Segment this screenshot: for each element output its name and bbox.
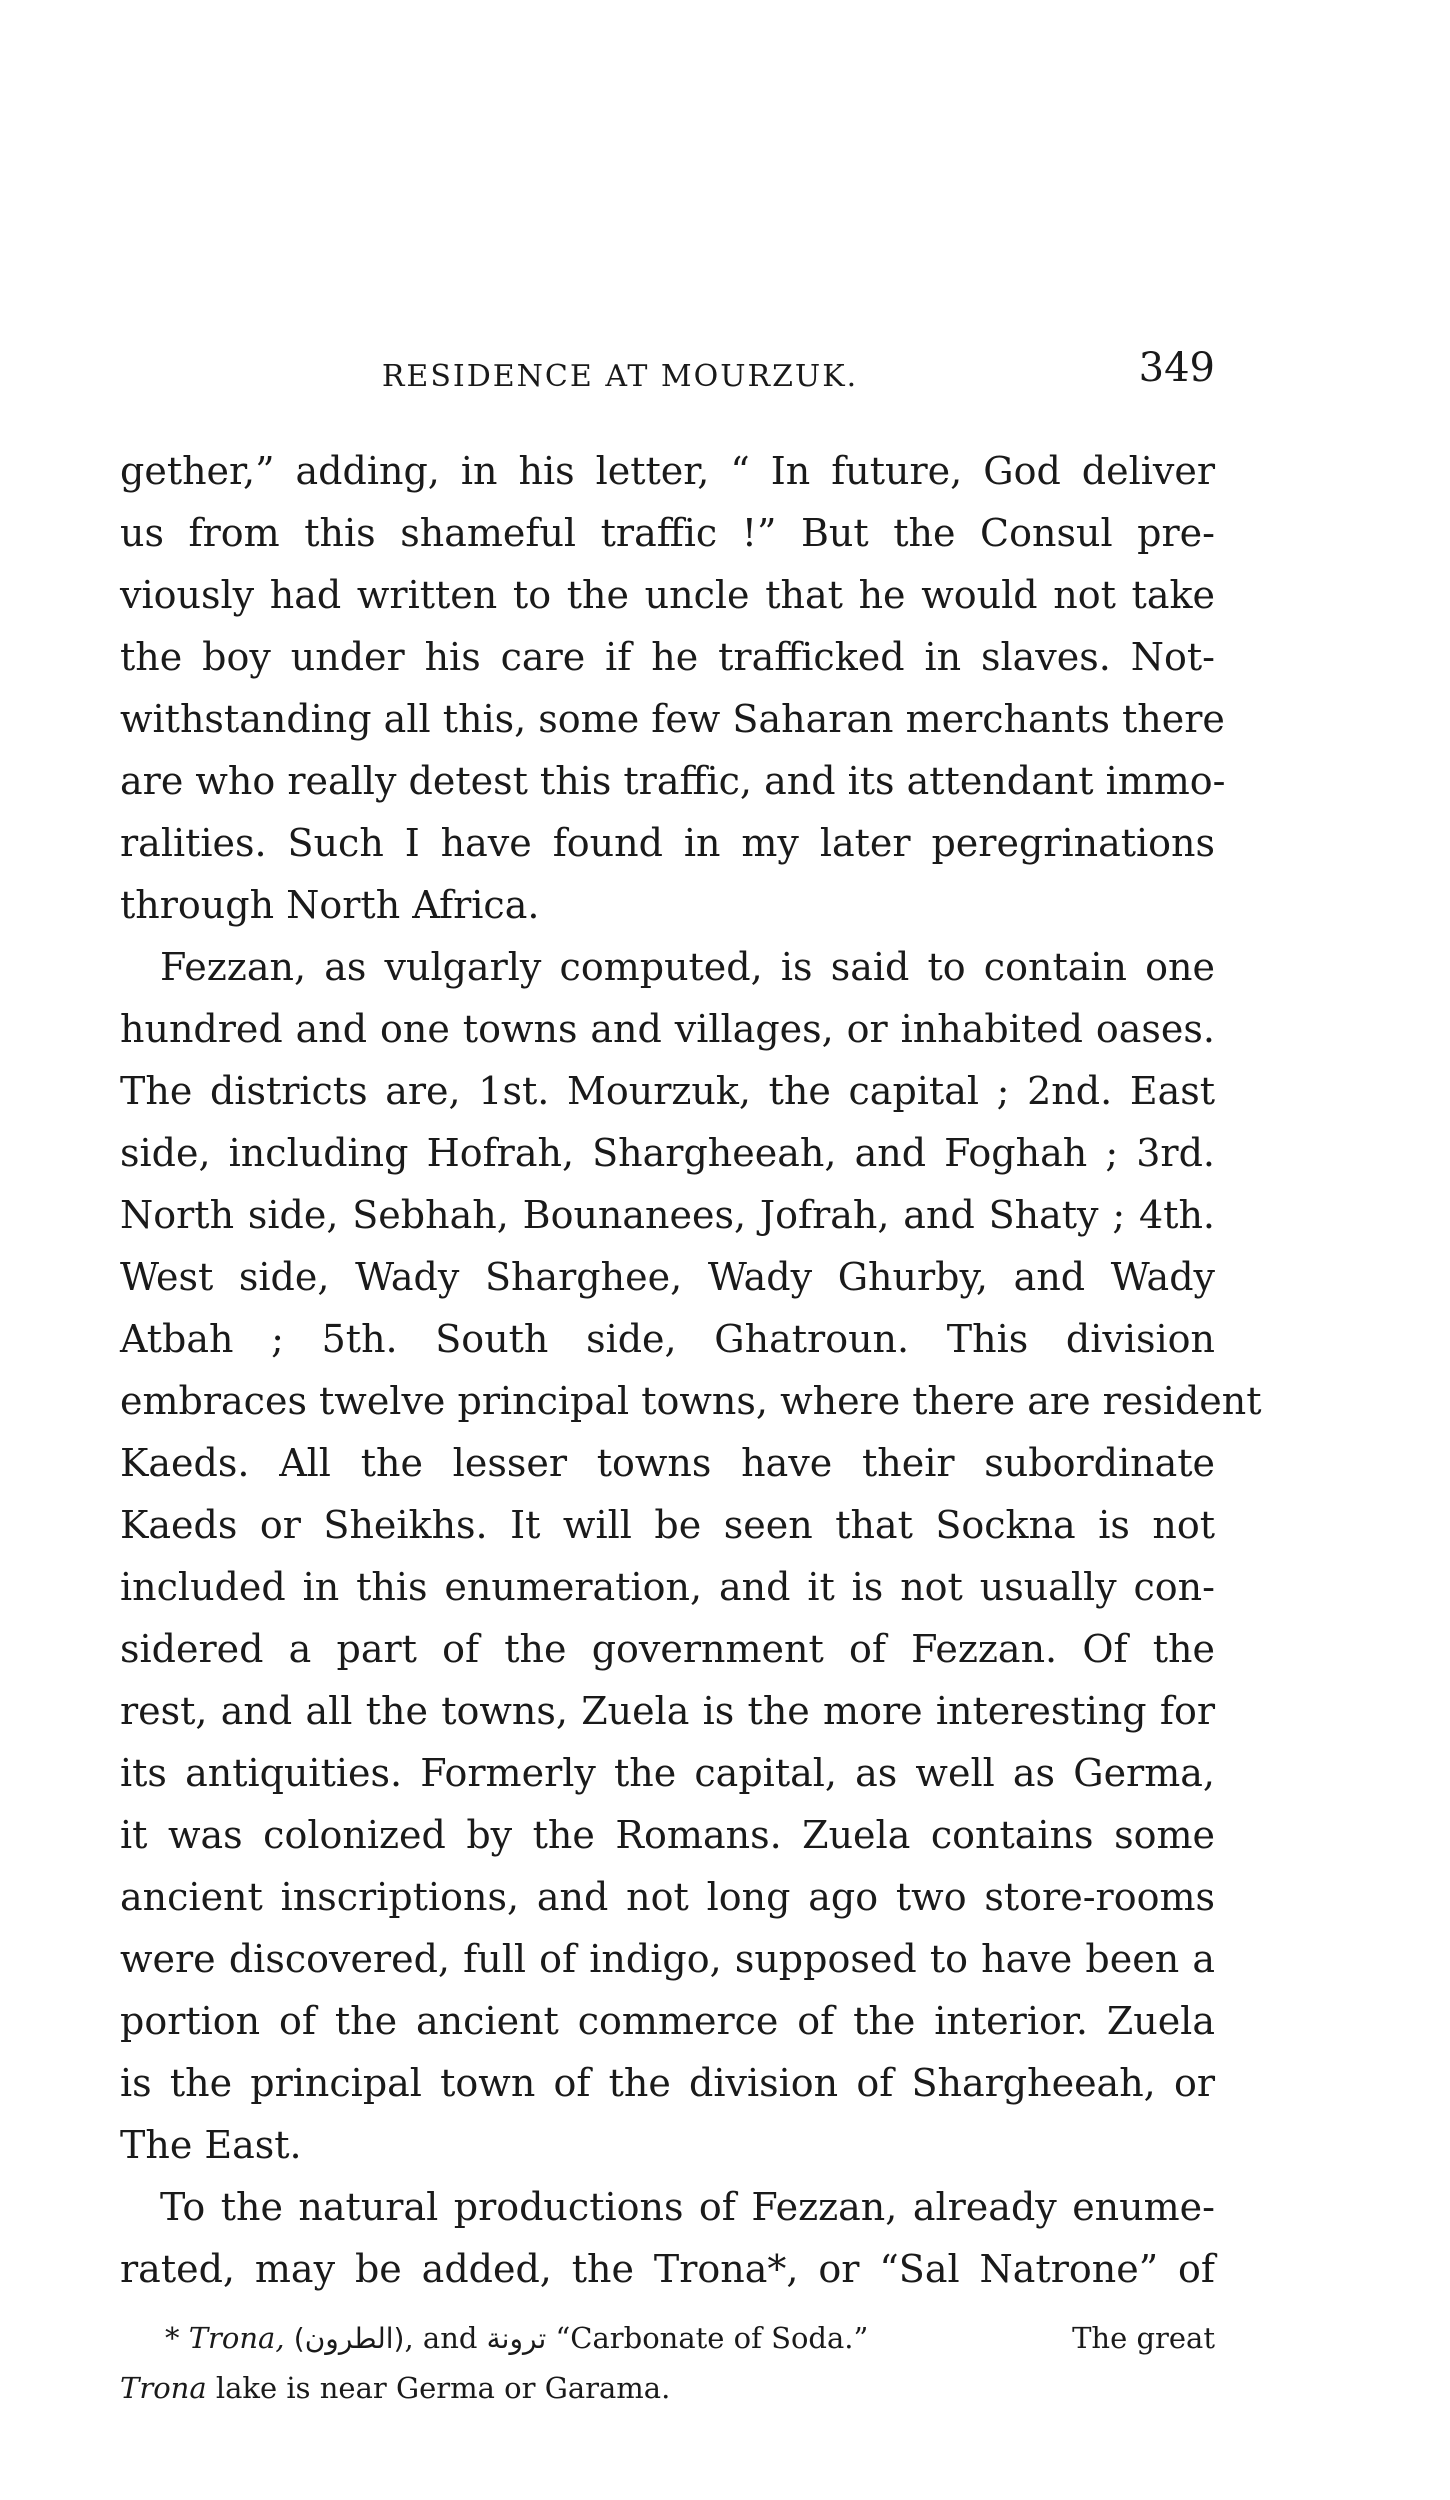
text-line: The East. [120,2123,302,2167]
footnote-term: Trona, [188,2321,285,2355]
text-line: To the natural productions of Fezzan, already enume- [160,2185,1215,2229]
text-line: side, including Hofrah, Shargheeah, and Foghah ; 3rd. [120,1131,1215,1175]
text-line: it was colonized by the Romans. Zuela contains some [120,1813,1215,1857]
footnote-and: and [422,2321,478,2355]
text-line: ancient inscriptions, and not long ago two store-rooms [120,1875,1215,1919]
text-line: hundred and one towns and villages, or inhabited oases. [120,1007,1215,1051]
footnote-arabic-2: ترونة [486,2322,547,2355]
text-line: viously had written to the uncle that he would not take [120,573,1215,617]
footnote-marker: * [165,2321,180,2355]
footnote-definition: “Carbonate of Soda.” [555,2321,869,2355]
text-line: is the principal town of the division of Shargheeah, or [120,2061,1215,2105]
text-line: The districts are, 1st. Mourzuk, the capital ; 2nd. East [120,1069,1215,1113]
running-head [120,345,1215,405]
running-title: RESIDENCE AT MOURZUK. [381,359,859,394]
text-line: rest, and all the towns, Zuela is the more interesting for [120,1689,1215,1733]
text-line: the boy under his care if he trafficked in slaves. Not- [120,635,1215,679]
footnote [120,2313,1215,2413]
text-line: us from this shameful traffic !” But the Consul pre- [120,511,1215,555]
text-line: ralities. Such I have found in my later peregrinations [120,821,1215,865]
footnote-rest: lake is near Germa or Garama. [215,2371,671,2405]
text-line: included in this enumeration, and it is not usually con- [120,1565,1215,1609]
footnote-line-1: * Trona, (الطرون), and ترونة “Carbonate of Soda.” The great [120,2313,1215,2363]
text-line: Fezzan, as vulgarly computed, is said to contain one [160,945,1215,989]
footnote-line-2 [120,2363,1215,2413]
text-line: its antiquities. Formerly the capital, as well as Germa, [120,1751,1215,1795]
text-line: gether,” adding, in his letter, “ In future, God deliver [120,449,1215,493]
text-line: sidered a part of the government of Fezzan. Of the [120,1627,1215,1671]
footnote-arabic-1: (الطرون) [293,2322,405,2355]
text-line: were discovered, full of indigo, supposed to have been a [120,1937,1215,1981]
footnote-term-2: Trona [120,2371,207,2405]
text-line: through North Africa. [120,883,540,927]
text-line: rated, may be added, the Trona*, or “Sal Natrone” of [120,2247,1215,2291]
text-line: Kaeds. All the lesser towns have their subordinate [120,1441,1215,1485]
text-line: Atbah ; 5th. South side, Ghatroun. This division [120,1317,1215,1361]
text-line: Kaeds or Sheikhs. It will be seen that Sockna is not [120,1503,1215,1547]
text-line: are who really detest this traffic, and its attendant immo- [120,759,1226,803]
page-number: 349 [1138,345,1215,391]
text-line: North side, Sebhah, Bounanees, Jofrah, and Shaty ; 4th. [120,1193,1215,1237]
footnote-tail: The great [1072,2321,1215,2355]
body-text [120,440,1262,2300]
text-line: portion of the ancient commerce of the interior. Zuela [120,1999,1215,2043]
text-line: West side, Wady Sharghee, Wady Ghurby, and Wady [120,1255,1215,1299]
text-line: withstanding all this, some few Saharan merchants there [120,697,1225,741]
text-line: embraces twelve principal towns, where there are resident [120,1379,1262,1423]
